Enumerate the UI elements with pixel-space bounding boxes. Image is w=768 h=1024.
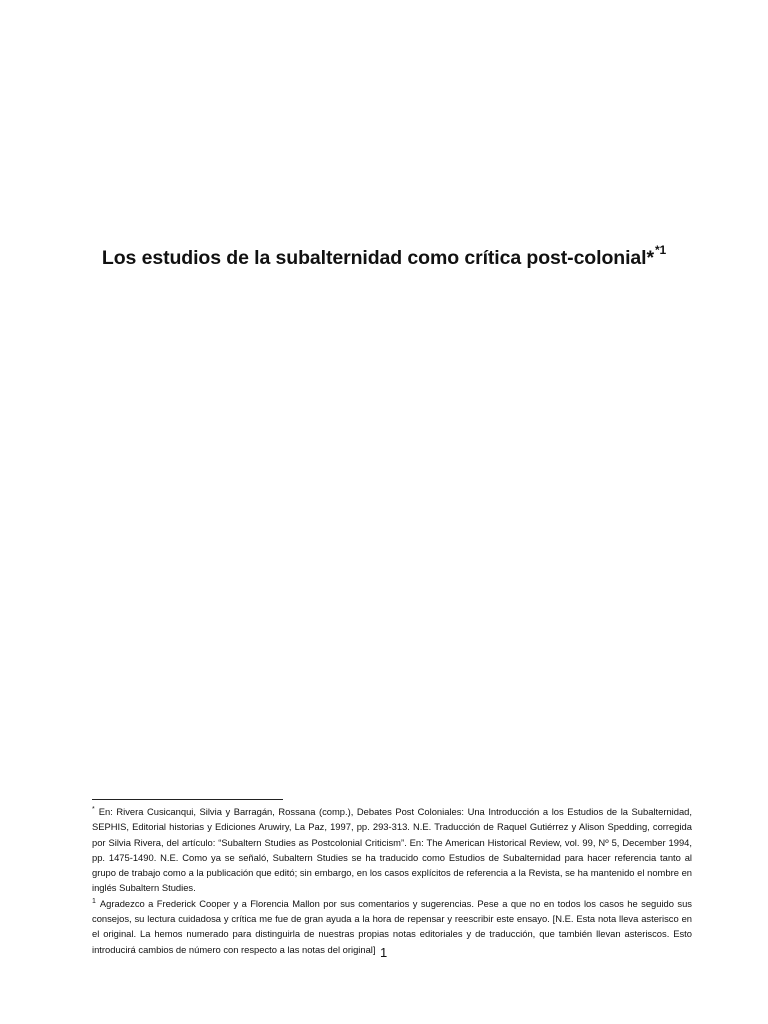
document-title-text: Los estudios de la subalternidad como crítica post-colonial*	[101, 247, 654, 269]
footnote-asterisk	[92, 804, 692, 896]
footnote-mark: *	[92, 806, 95, 813]
footnote-mark: 1	[92, 897, 96, 905]
footnotes-section	[92, 804, 692, 957]
footnote-separator	[92, 799, 283, 800]
document-title	[60, 244, 708, 272]
title-footnote-marker[interactable]: *1	[654, 242, 667, 257]
footnote-text: Agradezco a Frederick Cooper y a Florencia Mallon por sus comentarios y sugerencias. Pese a que no en todos los casos he seguido sus consejos, su lectura cuidadosa y crítica me fue de gran ayuda a la hora de repensar y reescribir este ensayo. [N.E. Esta nota lleva asterisco en el original. La hemos numerado para distinguirla de nuestras propias notas editoriales y de traducción, que también llevan asteriscos. Esto introducirá cambios de número con respecto a las notas del original]	[92, 897, 692, 955]
page-number: 1	[380, 945, 388, 960]
footnote-text: En: Rivera Cusicanqui, Silvia y Barragán, Rossana (comp.), Debates Post Coloniales: Una Introducción a los Estudios de la Subalternidad, SEPHIS, Editorial historias y Ediciones Aruwiry, La Paz, 1997, pp. 293-313. N.E. Traducción de Raquel Gutiérrez y Alison Spedding, corregida por Silvia Rivera, del artículo: “Subaltern Studies as Postcolonial Criticism”. En: The American Historical Review, vol. 99, Nº 5, December 1994, pp. 1475-1490. N.E. Como ya se señaló, Subaltern Studies se ha traducido como Estudios de Subalternidad para hacer referencia tanto al grupo de trabajo como a la publicación que editó; sin embargo, en los casos explícitos de referencia a la Revista, se ha mantenido el nombre en inglés Subaltern Studies.	[92, 806, 692, 894]
